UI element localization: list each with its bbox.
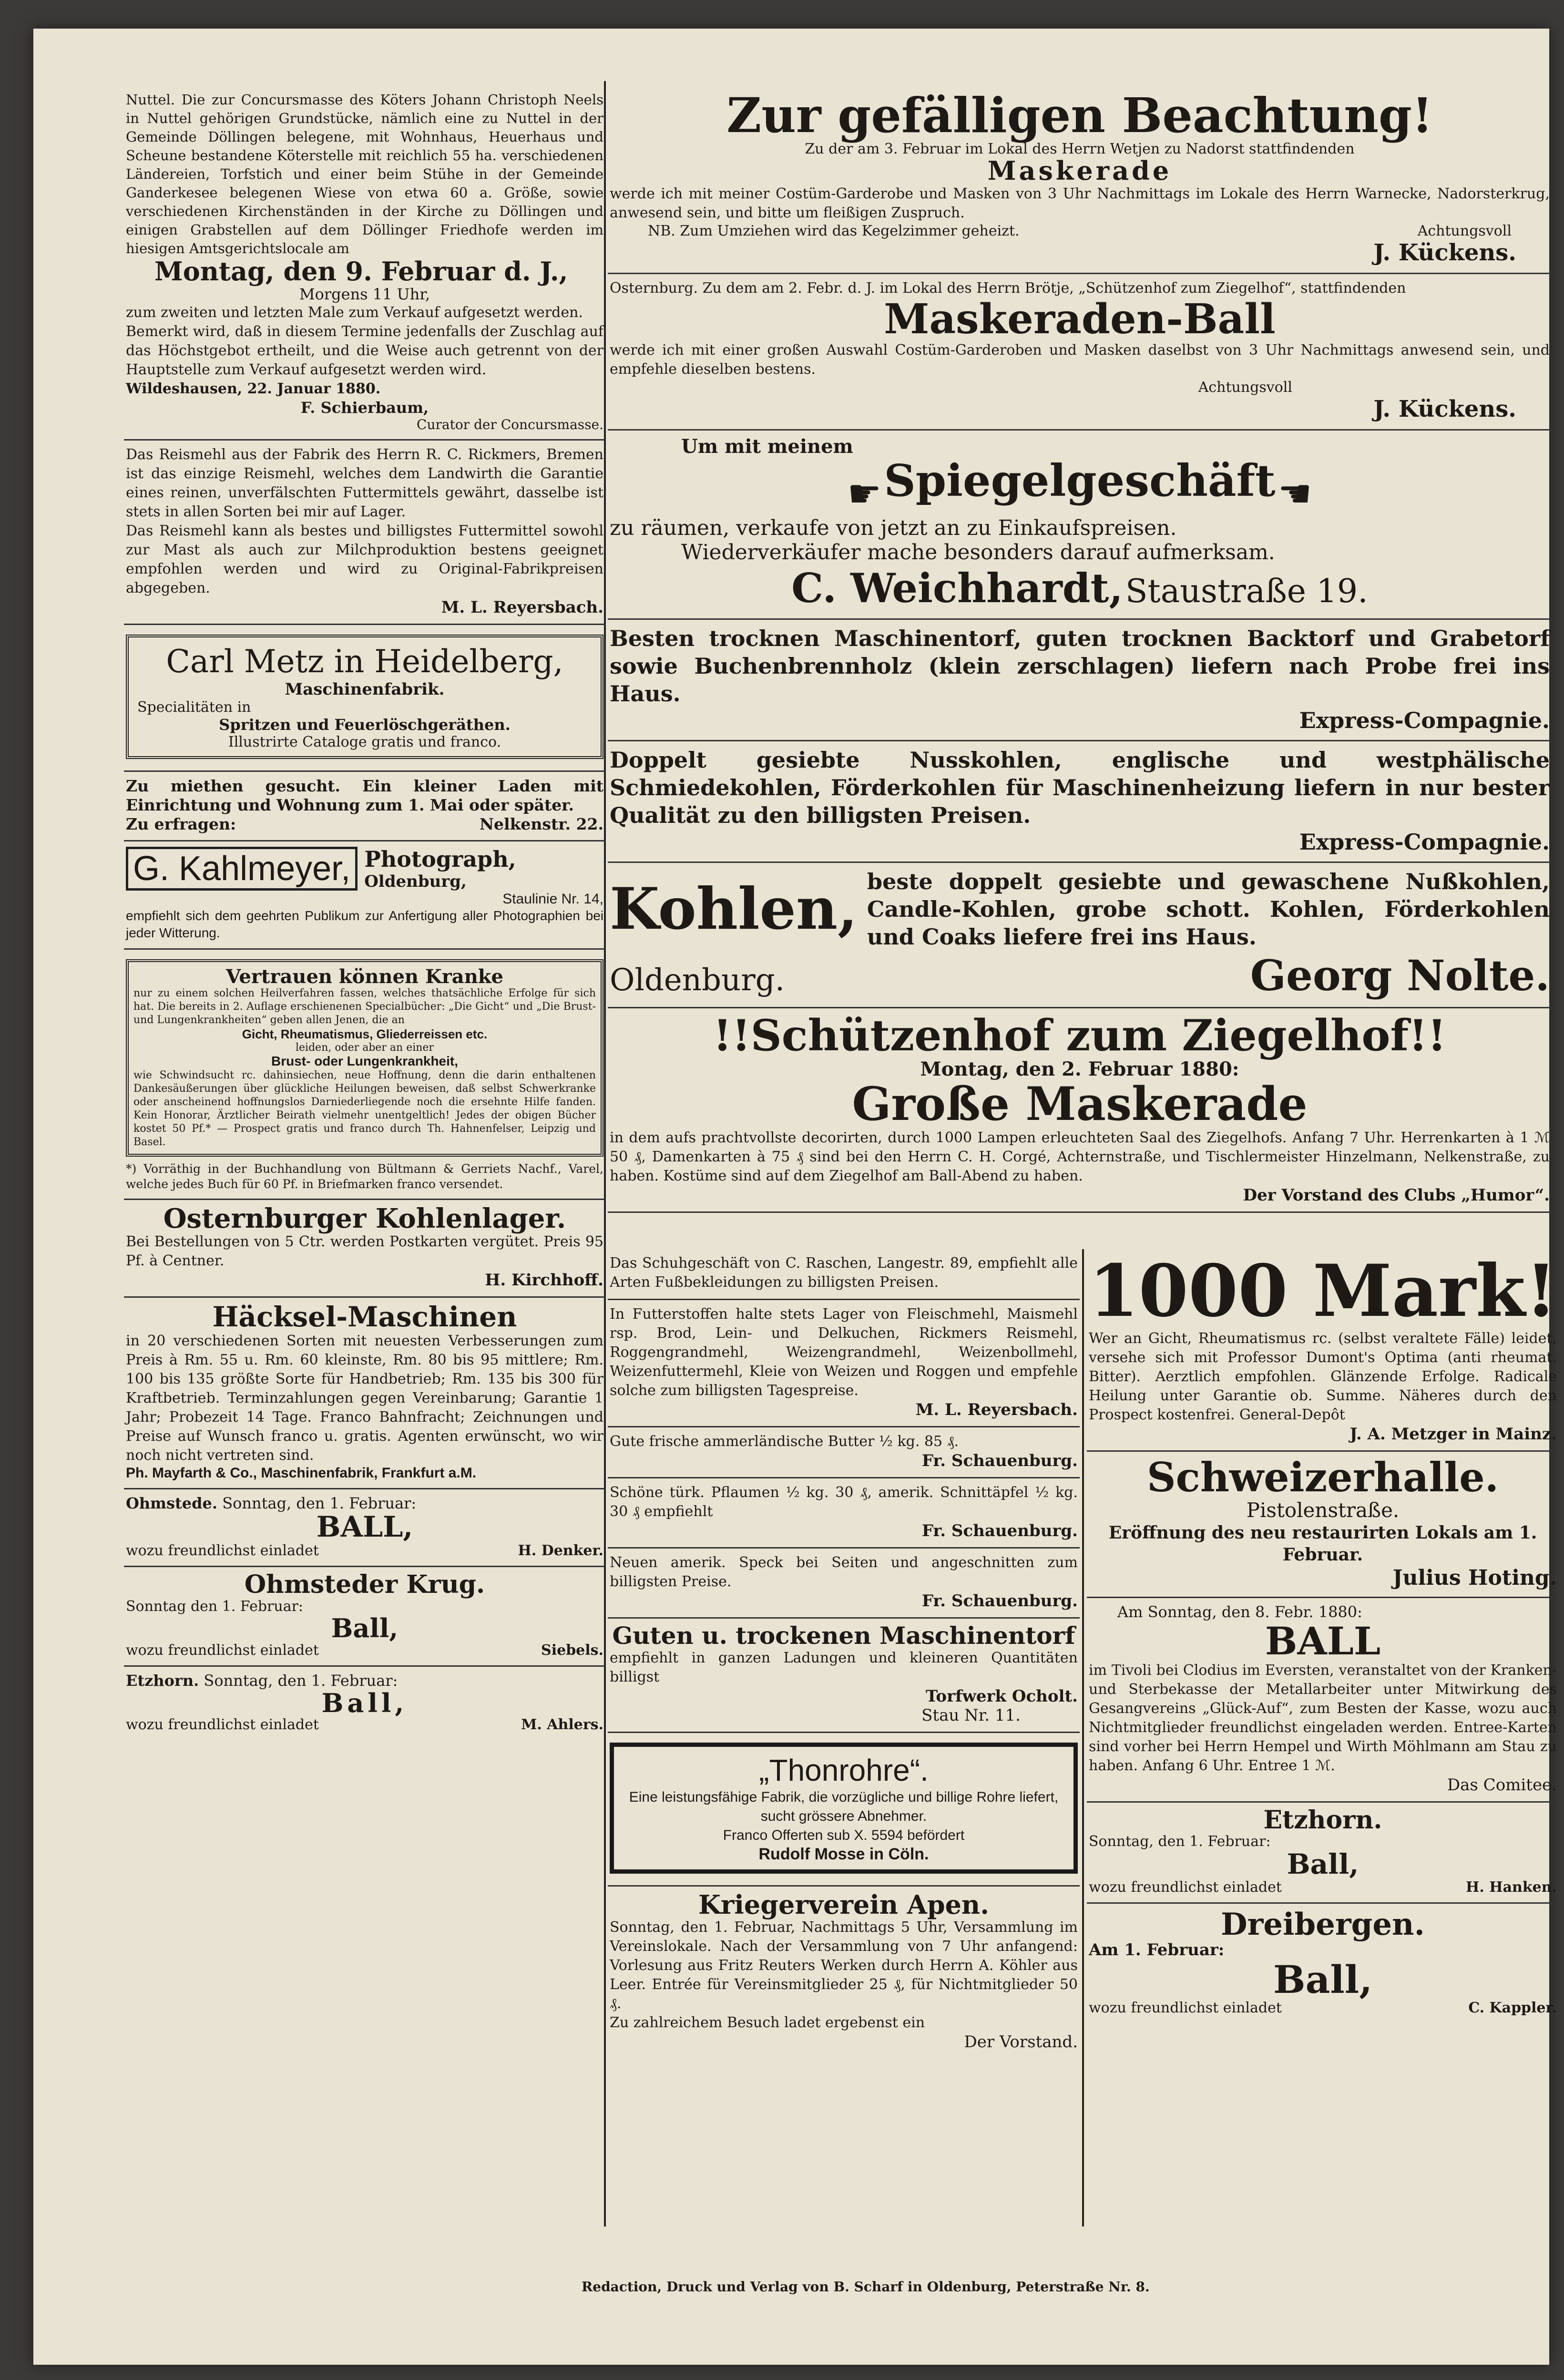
thonrohre-title: „Thonrohre“. xyxy=(759,1753,929,1787)
kahlmeyer-city: Oldenburg, xyxy=(364,872,467,891)
ad-kahlmeyer xyxy=(124,841,605,950)
nuttel-time: Morgens 11 Uhr, xyxy=(299,285,430,303)
reismehl-sig: M. L. Reyersbach. xyxy=(441,597,603,617)
kranke-l2: leiden, oder aber an einer xyxy=(296,1041,434,1054)
ad-metz xyxy=(124,625,605,772)
krug-title: Ohmsteder Krug. xyxy=(244,1570,485,1600)
ad-etzhorn xyxy=(124,1667,605,1740)
kranke-p2: wie Schwindsucht rc. dahinsiechen, neue Hoffnung, denn die darin enthaltenen Dankesäußerungen über glückliche Heilungen beweisen, daß selbst Schwerkranke oder anscheinend hoffnungslos Darniederliegende noch die ersehnte Hilfe fanden. Kein Honorar, Ärztlicher Beirath vielmehr unentgeltlich! Jedes der obigen Bücher kostet 50 Pf.* — Prospect gratis und franco durch Th. Hahnenfelser, Leipzig und Basel. xyxy=(133,1069,596,1148)
nuttel-sig: F. Schierbaum, xyxy=(300,398,429,417)
kranke-p1: nur zu einem solchen Heilverfahren fassen, welches thatsächliche Erfolge für sich hat. Die bereits in 2. Auflage erschienenen Specialbücher: „Die Gicht“ und „Die Brust- und Lungenkrankheiten“ geben allen Jenen, die an xyxy=(133,987,596,1026)
etzhorn-head: Etzhorn. xyxy=(126,1671,199,1690)
metz-sub: Maschinenfabrik. xyxy=(285,679,445,699)
haecksel-sig: Ph. Mayfarth & Co., Maschinenfabrik, Frankfurt a.M. xyxy=(126,1465,477,1481)
schuetzenhof-big: Große Maskerade xyxy=(852,1077,1308,1131)
schuh-text: Das Schuhgeschäft von C. Raschen, Langestr. 89, empfiehlt alle Arten Fußbekleidungen zu billigsten Preisen. xyxy=(610,1255,1078,1291)
etzhorn2-inv: wozu freundlichst einladet xyxy=(1089,1879,1282,1896)
laden-text: Zu miethen gesucht. Ein kleiner Laden mit Einrichtung und Wohnung zum 1. Mai oder später. xyxy=(126,776,603,814)
etzhorn-sig: M. Ahlers. xyxy=(521,1716,603,1734)
kranke-box xyxy=(126,959,603,1157)
nuttel-date: Montag, den 9. Februar d. J., xyxy=(154,256,568,287)
dreibergen-ball: Ball, xyxy=(1273,1957,1373,2002)
haecksel-text: in 20 verschiedenen Sorten mit neuesten Verbesserungen zum Preis à Rm. 55 u. Rm. 60 kleinste, Rm. 80 bis 95 mittlere; Rm. 100 bis 135 größte Sorte für Handbetrieb; Rm. 135 bis 300 für Kraftbetrieb. Terminzahlungen gegen Vereinbarung; Garantie 1 Jahr; Probezeit 14 Tage. Franco Bahnfracht; Zeichnungen und Preise auf Wunsch franco u. gratis. Agenten erwünscht, wo wir noch nicht vertreten sind. xyxy=(126,1333,603,1464)
beachtung-title: Zur gefälligen Beachtung! xyxy=(726,87,1433,144)
ad-krug xyxy=(124,1567,605,1666)
thonrohre-sig: Rudolf Mosse in Cöln. xyxy=(758,1845,929,1863)
column-rule-middle xyxy=(1082,1249,1084,2226)
ad-dreibergen xyxy=(1087,1904,1559,2023)
kahlmeyer-job: Photograph, xyxy=(364,846,516,872)
pflaumen-sig: Fr. Schauenburg. xyxy=(921,1521,1078,1540)
dreibergen-date: Am 1. Februar: xyxy=(1089,1940,1225,1960)
laden-row xyxy=(126,815,603,833)
ad-schuetzenhof xyxy=(608,1008,1552,1213)
ad-krieger xyxy=(608,1887,1080,2059)
etzhorn2-ball: Ball, xyxy=(1287,1848,1359,1881)
beachtung-l1: Zu der am 3. Februar im Lokal des Herrn Wetjen zu Nadorst stattfindenden xyxy=(805,141,1355,157)
kohlen-sig: Georg Nolte. xyxy=(1250,950,1550,1000)
metz-l3: Illustrirte Cataloge gratis und franco. xyxy=(228,733,501,750)
etzhorn-line xyxy=(126,1672,603,1690)
kahlmeyer-addr: Staulinie Nr. 14, xyxy=(502,891,603,907)
speck-text: Neuen amerik. Speck bei Seiten und angeschnitten zum billigsten Preise. xyxy=(610,1554,1078,1590)
ohmstede-line xyxy=(126,1494,603,1512)
ball8-date: Am Sonntag, den 8. Febr. 1880: xyxy=(1117,1602,1362,1621)
schuetzenhof-date: Montag, den 2. Februar 1880: xyxy=(920,1058,1239,1081)
metz-title: Carl Metz in Heidelberg, xyxy=(166,643,563,680)
thonrohre-box xyxy=(610,1743,1078,1874)
ohmstede-sig: H. Denker. xyxy=(518,1542,603,1559)
krieger-title: Kriegerverein Apen. xyxy=(698,1889,989,1920)
kohlen-head xyxy=(610,868,1550,951)
middle-column xyxy=(608,1249,1080,2058)
kahlmeyer-name: G. Kahlmeyer, xyxy=(126,847,358,891)
ohmstede-head: Ohmstede. xyxy=(126,1494,218,1513)
nuttel-p2: zum zweiten und letzten Male zum Verkauf aufgesetzt werden. xyxy=(126,304,583,321)
mark-text: Wer an Gicht, Rheumatismus rc. (selbst veraltete Fälle) leidet, versehe sich mit Professor Dumont's Optima (anti rheumat. Bitter). Aerztlich empfohlen. Glänzende Erfolge. Radicale Heilung unter Garantie ob. Summe. Näheres durch den Prospect kostenfrei. General-Depôt xyxy=(1089,1330,1557,1423)
thonrohre-text: Eine leistungsfähige Fabrik, die vorzügliche und billige Rohre liefert, sucht grössere Abnehmer. xyxy=(629,1789,1059,1824)
pointing-hand-left-icon: ☚ xyxy=(1278,471,1312,516)
reismehl-p2: Das Reismehl kann als bestes und billigstes Futtermittel sowohl zur Mast als auch zur Milchproduktion bestens geeignet empfohlen werden und wird zu Original-Fabrikpreisen abgegeben. xyxy=(126,522,603,596)
ad-haecksel xyxy=(124,1298,605,1489)
mark-title: 1000 Mark! xyxy=(1089,1249,1557,1333)
pflaumen-text: Schöne türk. Pflaumen ½ kg. 30 ₰, amerik. Schnittäpfel ½ kg. 30 ₰ empfiehlt xyxy=(610,1484,1078,1520)
maskenball-title: Maskeraden-Ball xyxy=(884,295,1276,343)
spiegel-addr: Staustraße 19. xyxy=(1125,572,1368,610)
metz-l1: Specialitäten in xyxy=(137,698,251,716)
maschinentorf-addr: Stau Nr. 11. xyxy=(921,1705,1021,1725)
ad-beachtung xyxy=(608,86,1552,274)
ad-speck xyxy=(608,1549,1080,1619)
nuttel-sig2: Curator der Concursmasse. xyxy=(417,416,603,432)
kohlenlager-text: Bei Bestellungen von 5 Ctr. werden Postkarten vergütet. Preis 95 Pf. à Centner. xyxy=(126,1233,603,1270)
laden-ask: Zu erfragen: xyxy=(126,814,236,833)
left-column xyxy=(124,86,605,1740)
pointing-hand-right-icon: ☛ xyxy=(847,471,882,516)
metz-box xyxy=(126,635,603,759)
schweizer-text: Eröffnung des neu restaurirten Lokals am 1. Februar. xyxy=(1108,1522,1537,1565)
kranke-note: *) Vorräthig in der Buchhandlung von Bültmann & Gerriets Nachf., Varel, welche jedes Buch für 60 Pf. in Briefmarken franco versendet. xyxy=(126,1161,603,1191)
beachtung-nb-row xyxy=(610,223,1550,239)
nuttel-p3: Bemerkt wird, daß in diesem Termine jedenfalls der Zuschlag auf das Höchstgebot ertheilt, und die Weise auch getrennt von der Hauptstelle zum Verkauf aufgesetzt werden wird. xyxy=(126,323,603,378)
etzhorn-row xyxy=(126,1716,603,1733)
beachtung-sig: J. Kückens. xyxy=(1373,239,1516,266)
torf-sig: Express-Compagnie. xyxy=(1299,707,1550,733)
spiegel-name: C. Weichhardt, xyxy=(791,564,1123,612)
laden-addr: Nelkenstr. 22. xyxy=(479,814,603,833)
etzhorn-ball: Ball, xyxy=(321,1687,408,1718)
kahlmeyer-head xyxy=(126,846,603,891)
ohmstede-date: Sonntag, den 1. Februar: xyxy=(222,1494,417,1513)
right-column xyxy=(1087,1249,1559,2023)
ad-laden xyxy=(124,772,605,841)
speck-sig: Fr. Schauenburg. xyxy=(921,1591,1078,1611)
kohlen-city: Oldenburg. xyxy=(610,962,785,998)
schuetzenhof-title: !!Schützenhof zum Ziegelhof!! xyxy=(713,1010,1447,1061)
ad-kohlen xyxy=(608,863,1552,1008)
ad-pflaumen xyxy=(608,1478,1080,1549)
reismehl-p1: Das Reismehl aus der Fabrik des Herrn R. C. Rickmers, Bremen ist das einzige Reismehl, welches dem Landwirth die Garantie eines reinen, unverfälschten Futtermittels gewährt, dasselbe ist stets in allen Sorten bei mir auf Lager. xyxy=(126,446,603,520)
ball8-text: im Tivoli bei Clodius im Eversten, veranstaltet von der Kranken- und Sterbekasse der Metallarbeiter unter Mitwirkung des Gesangvereins „Glück-Auf“, zum Besten der Kasse, wozu auch Nichtmitglieder freundlichst eingeladen werden. Entree-Karten sind vorher bei Herrn Hempel und Wirth Möhlmann am Stau zu haben. Anfang 6 Uhr. Entree 1 ℳ. xyxy=(1089,1662,1557,1774)
ball8-big: BALL xyxy=(1265,1618,1381,1663)
schuetzenhof-sig: Der Vorstand des Clubs „Humor“. xyxy=(1243,1186,1550,1205)
krieger-sig: Der Vorstand. xyxy=(964,2032,1078,2052)
kranke-l3: Brust- oder Lungenkrankheit, xyxy=(271,1053,459,1068)
dreibergen-head: Dreibergen. xyxy=(1221,1907,1425,1943)
ad-spiegel xyxy=(608,431,1552,620)
kahlmeyer-job-block xyxy=(364,846,516,891)
nuttel-text: Nuttel. Die zur Concursmasse des Köters Johann Christoph Neels in Nuttel gehörigen Grundstücke, nämlich eine zu Nuttel in der Gemeinde Döllingen belegene, mit Wohnhaus, Heuerhaus und Scheune bestandene Köterstelle mit reichlich 55 ha. verschiedenen Ländereien, Torfstich und einer beim Stühe in der Gemeinde Ganderkesee belegenen Wiese von etwa 60 a. Größe, sowie verschiedenen Kirchenständen in der Kirche zu Döllingen und einigen Grabstellen auf dem Döllinger Friedhofe werden im hiesigen Amtsgerichtslocale am xyxy=(126,92,603,256)
haecksel-title: Häcksel-Maschinen xyxy=(212,1301,517,1334)
futter-sig: M. L. Reyersbach. xyxy=(915,1400,1078,1419)
krug-sig: Siebels. xyxy=(541,1641,603,1659)
maskenball-regard: Achtungsvoll xyxy=(1198,379,1292,396)
etzhorn2-date: Sonntag, den 1. Februar: xyxy=(1089,1833,1271,1850)
ad-mark xyxy=(1087,1249,1559,1452)
futter-text: In Futterstoffen halte stets Lager von Fleischmehl, Maismehl rsp. Brod, Lein- und Delkuchen, Rickmers Reismehl, Roggengrandmehl, Weizengrandmehl, Weizenbollmehl, Weizenfuttermehl, Kleie von Weizen und Roggen und empfehle solche zum billigsten Tagespreise. xyxy=(610,1306,1078,1399)
schweizer-sub: Pistolenstraße. xyxy=(1246,1498,1400,1522)
ad-kranke xyxy=(124,950,605,1200)
dreibergen-sig: C. Kappler. xyxy=(1468,2000,1557,2017)
kohlen-text: beste doppelt gesiebte und gewaschene Nußkohlen, Candle-Kohlen, grobe schott. Kohlen, Förderkohlen und Coaks liefere frei ins Haus. xyxy=(867,868,1550,950)
ad-thonrohre xyxy=(608,1733,1080,1887)
kranke-title: Vertrauen können Kranke xyxy=(226,965,503,988)
maskenball-p1: Osternburg. Zu dem am 2. Febr. d. J. im Lokal des Herrn Brötje, „Schützenhof zum Ziegelhof“, stattfindenden xyxy=(610,279,1406,297)
ad-kohlenlager xyxy=(124,1200,605,1298)
beachtung-nb: NB. Zum Umziehen wird das Kegelzimmer geheizt. xyxy=(648,222,1020,239)
ball8-sig: Das Comitee. xyxy=(1447,1775,1557,1795)
spiegel-title-row xyxy=(610,454,1550,516)
krug-ball: Ball, xyxy=(331,1612,399,1643)
mark-sig: J. A. Metzger in Mainz. xyxy=(1349,1424,1557,1444)
ad-reismehl xyxy=(124,441,605,625)
spiegel-title: Spiegelgeschäft xyxy=(884,454,1276,506)
schweizer-sig: Julius Hoting. xyxy=(1392,1565,1557,1590)
maschinentorf-text: empfiehlt in ganzen Ladungen und kleineren Quantitäten billigst xyxy=(610,1649,1078,1685)
butter-sig: Fr. Schauenburg. xyxy=(921,1451,1078,1470)
etzhorn2-head: Etzhorn. xyxy=(1263,1805,1382,1835)
ad-etzhorn2 xyxy=(1087,1803,1559,1904)
kohlenlager-title: Osternburger Kohlenlager. xyxy=(163,1202,566,1234)
torf-text: Besten trocknen Maschinentorf, guten trocknen Backtorf und Grabetorf sowie Buchenbrennholz (klein zerschlagen) liefern nach Probe frei ins Haus. xyxy=(610,625,1550,707)
krieger-p2: Zu zahlreichem Besuch ladet ergebenst ein xyxy=(610,2014,925,2031)
ad-schweizer xyxy=(1087,1452,1559,1598)
metz-l2: Spritzen und Feuerlöschgeräthen. xyxy=(219,715,511,734)
kohlen-row xyxy=(610,951,1550,1000)
krieger-text: Sonntag, den 1. Februar, Nachmittags 5 Uhr, Versammlung im Vereinslokale. Nach der Versammlung von 7 Uhr anfangend: Vorlesung aus Fritz Reuters Werken durch Herrn A. Köhler aus Leer. Entrée für Vereinsmitglieder 25 ₰, für Nichtmitglieder 50 ₰. xyxy=(610,1919,1078,2012)
wide-section xyxy=(608,86,1552,1213)
maskenball-regard-row xyxy=(610,379,1550,396)
ohmstede-inv: wozu freundlichst einladet xyxy=(126,1542,319,1559)
newspaper-page xyxy=(33,29,1557,2365)
kranke-l1: Gicht, Rheumatismus, Gliederreissen etc. xyxy=(242,1026,488,1041)
maskenball-p2: werde ich mit einer großen Auswahl Costüm-Garderoben und Masken daselbst von 3 Uhr Nachmittags anwesend sein, und empfehle dieselben bestens. xyxy=(610,341,1550,378)
spiegel-name-row xyxy=(610,564,1550,612)
beachtung-regard: Achtungsvoll xyxy=(1417,222,1512,239)
nusskohlen-sig: Express-Compagnie. xyxy=(1299,829,1550,855)
etzhorn2-row xyxy=(1089,1879,1557,1896)
spiegel-l3: Wiederverkäufer mache besonders darauf aufmerksam. xyxy=(681,540,1275,564)
ad-nuttel xyxy=(124,86,605,441)
thonrohre-p2: Franco Offerten sub X. 5594 befördert xyxy=(723,1827,965,1843)
spiegel-l1: Um mit meinem xyxy=(681,435,853,458)
ad-maskenball xyxy=(608,274,1552,431)
spiegel-l2: zu räumen, verkaufe von jetzt an zu Einkaufspreisen. xyxy=(610,515,1177,540)
ad-maschinentorf xyxy=(608,1619,1080,1733)
beachtung-sub: Maskerade xyxy=(987,155,1172,186)
kohlen-big: Kohlen, xyxy=(610,875,858,943)
ohmstede-ball: BALL, xyxy=(316,1510,413,1544)
krug-date: Sonntag den 1. Februar: xyxy=(126,1598,304,1615)
butter-text: Gute frische ammerländische Butter ½ kg. 85 ₰. xyxy=(610,1433,959,1450)
beachtung-text: werde ich mit meiner Costüm-Garderobe und Masken von 3 Uhr Nachmittags im Lokale des Herrn Warnecke, Nadorsterkrug, anwesend sein, und bitte um fleißigen Zuspruch. xyxy=(610,185,1550,221)
schweizer-title: Schweizerhalle. xyxy=(1147,1453,1499,1501)
schuetzenhof-text: in dem aufs prachtvollste decorirten, durch 1000 Lampen erleuchteten Saal des Ziegelhofs. Anfang 7 Uhr. Herrenkarten à 1 ℳ 50 ₰, Damenkarten à 75 ₰ sind bei den Herrn C. H. Corgé, Achternstraße, und Tischlermeister Hinzelmann, Nelkenstraße, zu haben. Kostüme sind auf dem Ziegelhof am Ball-Abend zu haben. xyxy=(610,1129,1550,1185)
maschinentorf-title: Guten u. trockenen Maschinentorf xyxy=(612,1621,1075,1650)
dreibergen-inv: wozu freundlichst einladet xyxy=(1089,2000,1282,2017)
ad-ball8 xyxy=(1087,1598,1559,1803)
dreibergen-row xyxy=(1089,2000,1557,2016)
maskenball-sig: J. Kückens. xyxy=(1373,395,1516,422)
etzhorn-date: Sonntag, den 1. Februar: xyxy=(204,1671,398,1690)
kahlmeyer-text: empfiehlt sich dem geehrten Publikum zur Anfertigung aller Photographien bei jeder Witterung. xyxy=(126,908,603,940)
ad-torf xyxy=(608,620,1552,741)
ad-nusskohlen xyxy=(608,741,1552,863)
ad-futter xyxy=(608,1300,1080,1427)
krug-inv: wozu freundlichst einladet xyxy=(126,1641,319,1659)
nuttel-place: Wildeshausen, 22. Januar 1880. xyxy=(126,380,381,397)
ad-schuh xyxy=(608,1249,1080,1300)
nusskohlen-text: Doppelt gesiebte Nusskohlen, englische und westphälische Schmiedekohlen, Förderkohlen für Maschinenheizung liefern in nur bester Qualität zu den billigsten Preisen. xyxy=(610,747,1550,828)
maschinentorf-sig: Torfwerk Ocholt. xyxy=(926,1686,1078,1706)
etzhorn-inv: wozu freundlichst einladet xyxy=(126,1716,319,1734)
imprint: Redaction, Druck und Verlag von B. Scharf in Oldenburg, Peterstraße Nr. 8. xyxy=(582,2279,1150,2295)
ad-ohmstede xyxy=(124,1489,605,1567)
ohmstede-row xyxy=(126,1542,603,1559)
krug-row xyxy=(126,1642,603,1659)
ad-butter xyxy=(608,1427,1080,1478)
etzhorn2-sig: H. Hanken. xyxy=(1466,1879,1557,1896)
kohlenlager-sig: H. Kirchhoff. xyxy=(485,1271,603,1290)
